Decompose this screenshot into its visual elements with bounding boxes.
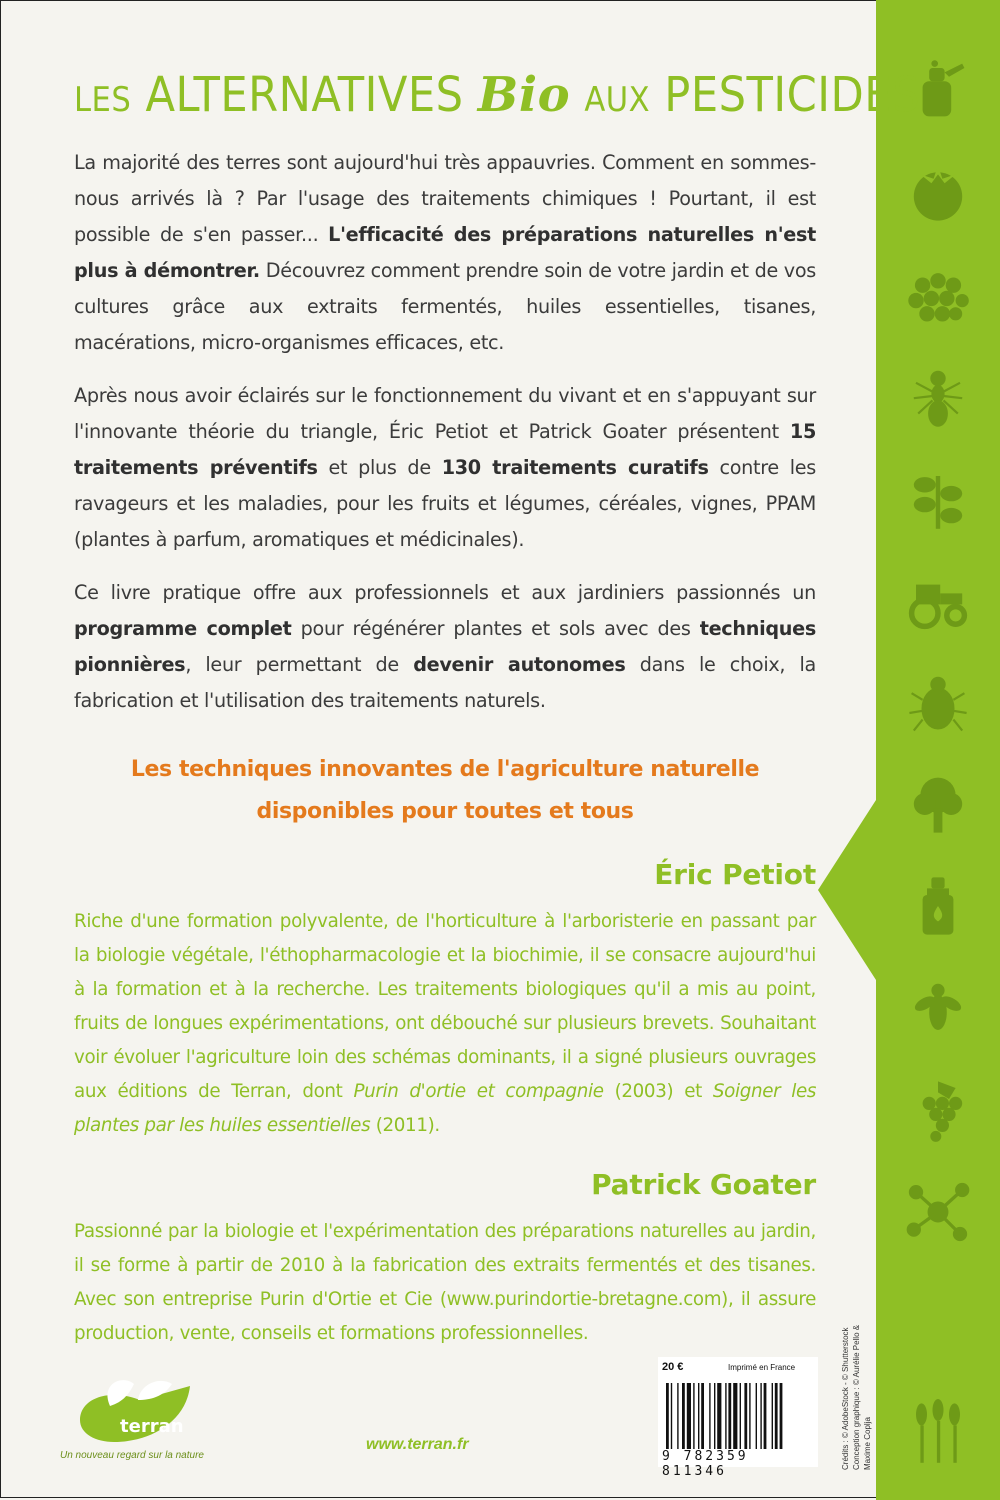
publisher-website-link[interactable]: www.terran.fr	[366, 1436, 469, 1453]
author-name-eric-petiot: Éric Petiot	[654, 858, 816, 891]
author-bio-eric-petiot	[74, 905, 816, 1143]
barcode-bar	[682, 1383, 685, 1449]
barcode-bar	[749, 1383, 750, 1449]
bold-span: programme complet	[74, 617, 292, 640]
tagline	[74, 749, 816, 833]
beetle-icon	[898, 662, 978, 742]
barcode-bar	[687, 1383, 691, 1449]
barcode-bar	[764, 1383, 767, 1449]
main-content	[74, 60, 920, 1351]
text-span: , leur permettant de	[185, 653, 414, 676]
publisher-slogan: Un nouveau regard sur la nature	[60, 1450, 204, 1461]
tree-icon	[898, 764, 978, 844]
author-name-patrick-goater: Patrick Goater	[591, 1168, 816, 1201]
title-word-bio: Bio	[477, 67, 571, 123]
title-prefix: LES	[74, 80, 132, 120]
isbn-number: 9 782359 811346	[662, 1449, 749, 1479]
credits-line: Conception graphique : © Aurélie Pello & Maxime Coplja	[852, 1324, 872, 1470]
dropper-bottle-icon	[898, 866, 978, 946]
ant-icon	[898, 356, 978, 436]
bold-span: L'efficacité des préparations naturelles n'est plus à démontrer.	[74, 223, 816, 282]
berries-icon	[898, 254, 978, 334]
bold-span: techniques pionnières	[74, 617, 816, 676]
grapes-icon	[898, 1070, 978, 1150]
text-span: Ce livre pratique offre aux professionnels et aux jardiniers passionnés un	[74, 581, 816, 604]
title-word-aux: AUX	[584, 80, 651, 120]
tagline-line: disponibles pour toutes et tous	[256, 799, 634, 824]
text-span: dans le choix, la fabrication et l'utilisation des traitements naturels.	[74, 653, 816, 712]
text-span: (2011).	[370, 1115, 440, 1136]
barcode-bar	[698, 1383, 699, 1449]
fly-icon	[898, 968, 978, 1048]
barcode-bar	[760, 1383, 761, 1449]
barcode-panel	[658, 1357, 818, 1479]
book-title-italic: Soigner les plantes par les huiles essentielles	[74, 1081, 817, 1136]
text-span: Après nous avoir éclairés sur le fonctionnement du vivant et en s'appuyant sur l'innovante théorie du triangle, Éric Petiot et Patrick Goater présentent	[74, 384, 816, 443]
bold-span: 15 traitements préventifs	[74, 420, 816, 479]
title-word-alternatives: ALTERNATIVES	[145, 67, 464, 123]
barcode-bar	[780, 1383, 783, 1449]
title-word-pesticides: PESTICIDES	[664, 67, 920, 123]
intro-paragraph	[74, 145, 816, 361]
barcode-bar	[714, 1383, 715, 1449]
credits	[840, 1310, 873, 1470]
book-title	[74, 60, 920, 135]
molecule-icon	[898, 1172, 978, 1252]
bold-span: devenir autonomes	[413, 653, 626, 676]
sidebar-notch	[818, 800, 876, 980]
tagline-line: Les techniques innovantes de l'agriculture naturelle	[130, 757, 760, 782]
barcode-bar	[740, 1383, 741, 1449]
terran-logo	[70, 1370, 200, 1450]
tomato-icon	[898, 152, 978, 232]
barcode-bar	[772, 1383, 773, 1449]
barcode-bar	[709, 1383, 710, 1449]
barcode-bar	[725, 1383, 726, 1449]
wheat-icon	[898, 1392, 978, 1472]
text-span: La majorité des terres sont aujourd'hui très appauvries. Comment en sommes-nous arrivés là ? Par l'usage des traitements chimiques ! Pourtant, il est possible de s'en passer...	[74, 151, 816, 246]
barcode-bar	[717, 1383, 721, 1449]
program-paragraph	[74, 575, 816, 719]
barcode-bar	[677, 1383, 678, 1449]
plant-icon	[898, 458, 978, 538]
text-span: contre les ravageurs et les maladies, pour les fruits et légumes, céréales, vignes, PPAM (plantes à parfum, aromatiques et médicinales).	[74, 456, 816, 551]
barcode-bar	[756, 1383, 757, 1449]
barcode-bar	[671, 1383, 672, 1449]
barcode-bar	[666, 1383, 669, 1449]
bold-span: 130 traitements curatifs	[441, 456, 709, 479]
text-span: pour régénérer plantes et sols avec des	[291, 617, 700, 640]
barcode-bar	[701, 1383, 704, 1449]
logo-text: terran	[120, 1416, 184, 1437]
tractor-icon	[898, 560, 978, 640]
barcode-bar	[775, 1383, 778, 1449]
book-title-italic: Purin d'ortie et compagnie	[353, 1081, 604, 1102]
price-label: 20 €	[662, 1361, 684, 1373]
barcode-bar	[728, 1383, 731, 1449]
credits-line: Crédits : © AdobeStock - © Shutterstock	[841, 1327, 850, 1470]
printed-in-label: Imprimé en France	[728, 1363, 796, 1372]
author-bio-patrick-goater: Passionné par la biologie et l'expérimentation des préparations naturelles au jardin, il se forme à partir de 2010 à la fabrication des extraits fermentés et des tisanes. Avec son entreprise Purin d'Ortie et Cie (www.purindortie-bretagne.com), il assure production, vente, conseils et formations professionnelles.	[74, 1221, 816, 1344]
text-span: Découvrez comment prendre soin de votre jardin et de vos cultures grâce aux extraits fermentés, huiles essentielles, tisanes, macérations, micro-organismes efficaces, etc.	[74, 259, 816, 354]
content-paragraph	[74, 378, 816, 558]
barcode-bar	[744, 1383, 747, 1449]
text-span: et plus de	[317, 456, 442, 479]
barcode-bar	[733, 1383, 737, 1449]
text-span: Riche d'une formation polyvalente, de l'horticulture à l'arboristerie en passant par la biologie végétale, l'éthopharmacologie et la biochimie, il se consacre aujourd'hui à la formation et à la recherche. Les traitements biologiques qu'il a mis au point, fruits de longues expérimentations, ont débouché sur plusieurs brevets. Souhaitant voir évoluer l'agriculture loin des schémas dominants, il a signé plusieurs ouvrages aux éditions de Terran, dont	[74, 911, 816, 1102]
text-span: (2003) et	[603, 1081, 713, 1102]
barcode-bar	[693, 1383, 694, 1449]
barcode	[666, 1383, 810, 1449]
